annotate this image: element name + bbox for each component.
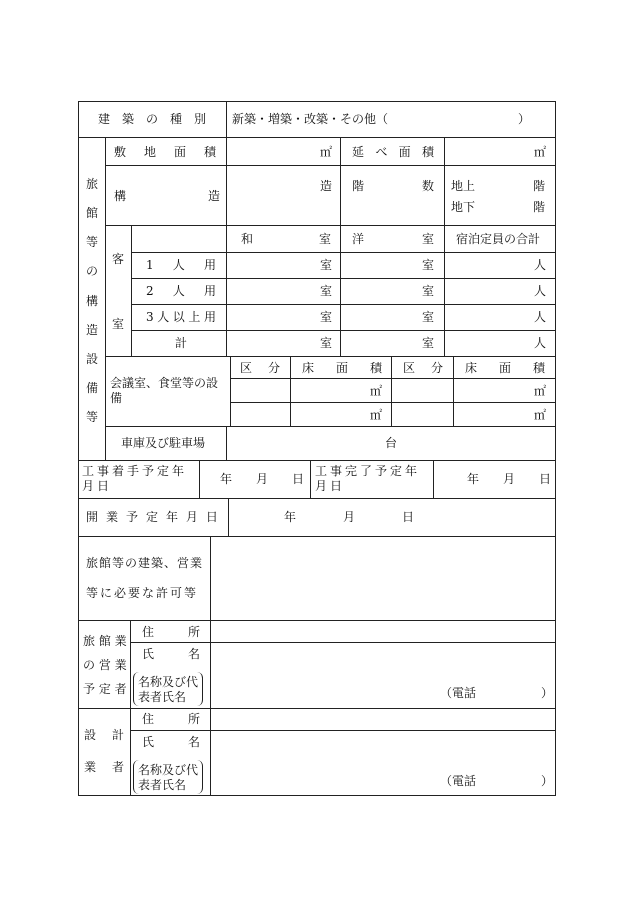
meeting-col-area: 床 面 積 xyxy=(465,361,545,375)
site-area-label: 敷 地 面 積 xyxy=(114,145,216,159)
construction-start-label: 工事着手予定年月日 xyxy=(82,464,188,493)
guest-room-vertical-label: 客 室 xyxy=(111,252,124,331)
designer-corp-label-line1: 名称及び代 xyxy=(138,763,199,777)
guest-unit: 人 xyxy=(533,258,546,272)
operator-vertical-line: の 営 業 xyxy=(83,658,127,672)
header-capacity: 宿泊定員の合計 xyxy=(456,232,541,246)
guest-unit: 室 xyxy=(319,284,332,298)
guest-unit: 人 xyxy=(533,310,546,324)
date-unit: 月 xyxy=(503,472,516,486)
date-unit: 日 xyxy=(402,510,415,524)
meeting-area-unit: ㎡ xyxy=(533,408,546,422)
guest-row-label: 3 人 以 上 用 xyxy=(146,310,216,324)
opening-date-label: 開 業 予 定 年 月 日 xyxy=(86,510,218,524)
date-unit: 年 xyxy=(284,510,297,524)
guest-row-label: 計 xyxy=(175,336,188,350)
floors-above-unit: 階 xyxy=(533,179,546,193)
floor-area-unit: ㎡ xyxy=(533,145,546,159)
guest-unit: 室 xyxy=(421,336,434,350)
guest-unit: 室 xyxy=(421,310,434,324)
operator-vertical-line: 旅 館 業 xyxy=(83,634,127,648)
meeting-area-unit: ㎡ xyxy=(369,408,382,422)
permits-label-line2: 等に必要な許可等 xyxy=(86,586,199,600)
header-youshitsu: 洋 室 xyxy=(352,232,434,246)
structure-unit: 造 xyxy=(319,179,332,193)
date-unit: 年 xyxy=(220,472,233,486)
date-unit: 月 xyxy=(343,510,356,524)
guest-unit: 人 xyxy=(533,336,546,350)
designer-corp-label-line2: 表者氏名 xyxy=(138,778,187,792)
meeting-room-label: 会議室、食堂等の設備 xyxy=(110,376,219,405)
operator-phone-close: ） xyxy=(541,686,554,700)
building-type-label: 建 築 の 種 別 xyxy=(97,112,206,126)
operator-vertical-line: 予 定 者 xyxy=(83,682,127,696)
operator-corp-label-line2: 表者氏名 xyxy=(138,690,187,704)
building-type-value: 新築・増築・改築・その他（ xyxy=(232,112,389,126)
designer-phone-label: （電話 xyxy=(440,774,477,788)
permits-label-line1: 旅館等の建築、営業 xyxy=(86,556,204,570)
guest-unit: 室 xyxy=(319,258,332,272)
operator-name-label: 氏 名 xyxy=(142,647,200,661)
meeting-col-kubun: 区 分 xyxy=(403,361,443,375)
guest-unit: 室 xyxy=(421,258,434,272)
section-vertical-label: 旅 館 等 の 構 造 設 備 等 xyxy=(85,177,98,424)
guest-row-label: 1 人 用 xyxy=(146,258,216,272)
date-unit: 日 xyxy=(539,472,552,486)
designer-phone-close: ） xyxy=(541,774,554,788)
operator-address-label: 住 所 xyxy=(142,625,200,639)
floors-above-label: 地上 xyxy=(451,179,476,193)
meeting-area-unit: ㎡ xyxy=(369,384,382,398)
designer-vertical-line: 業 者 xyxy=(84,760,124,774)
floors-label: 階 数 xyxy=(352,179,434,193)
floors-below-label: 地下 xyxy=(451,200,476,214)
meeting-area-unit: ㎡ xyxy=(533,384,546,398)
parking-label: 車庫及び駐車場 xyxy=(121,436,206,450)
guest-unit: 室 xyxy=(319,310,332,324)
date-unit: 日 xyxy=(292,472,305,486)
header-washitsu: 和 室 xyxy=(241,232,331,246)
meeting-col-kubun: 区 分 xyxy=(240,361,280,375)
site-area-unit: ㎡ xyxy=(319,145,332,159)
guest-unit: 室 xyxy=(319,336,332,350)
structure-label: 構 造 xyxy=(114,189,220,203)
meeting-col-area: 床 面 積 xyxy=(302,361,382,375)
guest-unit: 室 xyxy=(421,284,434,298)
designer-vertical-line: 設 計 xyxy=(84,728,124,742)
building-type-close: ） xyxy=(518,112,531,126)
guest-unit: 人 xyxy=(533,284,546,298)
date-unit: 年 xyxy=(467,472,480,486)
designer-name-label: 氏 名 xyxy=(142,735,200,749)
operator-phone-label: （電話 xyxy=(440,686,477,700)
designer-address-label: 住 所 xyxy=(142,712,200,726)
date-unit: 月 xyxy=(256,472,269,486)
operator-corp-label-line1: 名称及び代 xyxy=(138,675,199,689)
floors-below-unit: 階 xyxy=(533,200,546,214)
floor-area-label: 延 べ 面 積 xyxy=(352,145,434,159)
construction-end-label: 工事完了予定年月日 xyxy=(315,464,421,493)
guest-row-label: 2 人 用 xyxy=(146,284,216,298)
parking-unit: 台 xyxy=(385,436,398,450)
